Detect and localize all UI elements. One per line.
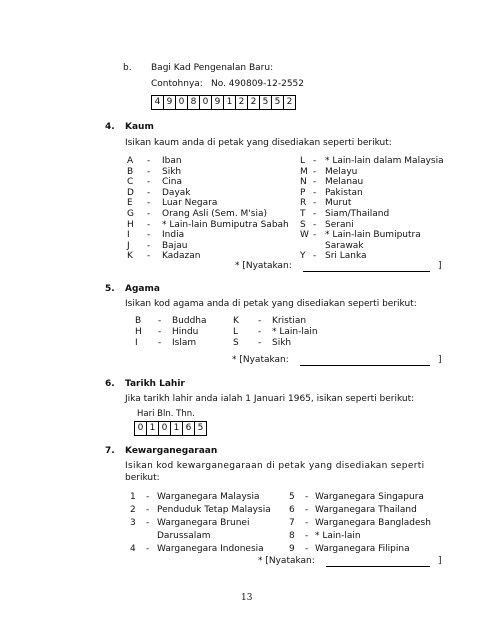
ic-digit-box: 0 — [175, 95, 188, 110]
example-label: Contohnya: — [151, 79, 203, 89]
section-4-title: Kaum — [125, 122, 154, 132]
warga-left-item-label: Warganegara Malaysia — [157, 492, 260, 502]
warga-right-item-dash: - — [305, 505, 309, 515]
section-4-nyatakan-line[interactable] — [303, 271, 430, 272]
section-4-nyatakan-label: * [Nyatakan: — [235, 261, 292, 271]
warga-left-item-code: 1 — [130, 492, 136, 502]
kaum-left-item-dash: - — [147, 230, 151, 241]
section-5-number: 5. — [105, 284, 115, 294]
kaum-right-item-code: W — [300, 230, 309, 241]
section-5-title: Agama — [125, 284, 160, 294]
agama-left-item-label: Hindu — [172, 326, 199, 337]
kaum-left-item-label: Dayak — [162, 187, 191, 198]
kaum-right-item-dash: - — [313, 187, 317, 198]
warga-right-item-label: Warganegara Singapura — [315, 492, 424, 502]
ic-digit-boxes — [152, 95, 296, 110]
kaum-right-item-label: Melanau — [325, 177, 364, 188]
kaum-right-item-code: S — [300, 219, 306, 230]
agama-right-item-dash: - — [258, 337, 262, 348]
section-6-title: Tarikh Lahir — [125, 379, 185, 389]
date-digit-box: 5 — [194, 421, 207, 436]
agama-left-item-label: Islam — [172, 337, 197, 348]
kaum-left-item-code: A — [127, 156, 134, 166]
kaum-right-item-label: * Lain-lain Bumiputra — [325, 230, 421, 241]
kaum-right-item-label: Siam/Thailand — [325, 209, 390, 219]
warga-right-item-dash: - — [305, 518, 309, 528]
section-7-number: 7. — [105, 446, 115, 456]
kaum-left-item-label: Bajau — [162, 240, 188, 251]
kaum-left-item-dash: - — [147, 219, 151, 230]
section-5-nyatakan-close: ] — [438, 355, 442, 365]
agama-left-item-code: B — [135, 316, 142, 326]
ic-digit-box: 2 — [283, 95, 296, 110]
agama-right-item-code: S — [233, 337, 239, 348]
kaum-left-item-code: G — [127, 209, 134, 219]
kaum-left-item-dash: - — [147, 251, 151, 262]
date-digit-box: 1 — [146, 421, 159, 436]
warga-left-item-dash: - — [146, 518, 150, 528]
agama-right-item-code: L — [233, 326, 239, 337]
kaum-right-item-label: * Lain-lain dalam Malaysia — [325, 156, 444, 166]
kaum-left-item-code: J — [127, 240, 130, 251]
kaum-right-item-label: Melayu — [325, 166, 358, 177]
agama-left-item-dash: - — [158, 337, 162, 348]
kaum-left-item-label: Orang Asli (Sem. M'sia) — [162, 209, 267, 219]
date-box-headers: Hari Bln. Thn. — [137, 409, 195, 419]
section-5-nyatakan-line[interactable] — [300, 365, 430, 366]
ic-digit-box: 5 — [259, 95, 272, 110]
warga-right-item-code: 5 — [289, 492, 295, 502]
kaum-left-item-dash: - — [147, 198, 151, 209]
warga-left-item-dash: - — [146, 544, 150, 554]
ic-digit-box: 2 — [247, 95, 260, 110]
warga-left-item-dash: - — [146, 492, 150, 502]
kaum-left-item-label: Cina — [162, 177, 183, 188]
example-value: No. 490809-12-2552 — [211, 79, 305, 89]
section-7-instruction-line2: berikut: — [125, 473, 160, 483]
section-b-title: Bagi Kad Pengenalan Baru: — [151, 63, 274, 73]
kaum-left-item-code: C — [127, 177, 134, 188]
kaum-right-item-label: Serani — [325, 219, 354, 230]
ic-digit-box: 9 — [211, 95, 224, 110]
kaum-left-item-dash: - — [147, 177, 151, 188]
kaum-right-item-dash: - — [313, 177, 317, 188]
section-b-letter: b. — [123, 63, 132, 73]
ic-digit-box: 8 — [187, 95, 200, 110]
agama-right-item-label: Sikh — [272, 337, 292, 348]
agama-right-item-label: Kristian — [272, 316, 307, 326]
kaum-left-item-label: Sikh — [162, 166, 182, 177]
kaum-left-item-code: E — [127, 198, 133, 209]
date-digit-box: 0 — [158, 421, 171, 436]
warga-right-item-label: * Lain-lain — [315, 531, 361, 541]
warga-left-item-label: Darussalam — [157, 531, 211, 541]
kaum-left-item-code: I — [127, 230, 130, 241]
ic-digit-box: 9 — [163, 95, 176, 110]
agama-right-item-code: K — [233, 316, 239, 326]
warga-right-item-code: 6 — [289, 505, 295, 515]
section-5-nyatakan-label: * [Nyatakan: — [232, 355, 289, 365]
warga-right-item-dash: - — [305, 492, 309, 502]
warga-left-item-label: Penduduk Tetap Malaysia — [157, 505, 271, 515]
section-7-title: Kewarganegaraan — [125, 446, 218, 456]
date-digit-box: 6 — [182, 421, 195, 436]
warga-right-item-label: Warganegara Bangladesh — [315, 518, 431, 528]
date-digit-box: 1 — [170, 421, 183, 436]
kaum-right-item-dash: - — [313, 209, 317, 219]
warga-left-item-code: 3 — [130, 518, 136, 528]
section-4-number: 4. — [105, 122, 115, 132]
kaum-right-item-dash: - — [313, 156, 317, 166]
agama-left-item-code: I — [135, 337, 138, 348]
section-7-nyatakan-close: ] — [438, 556, 442, 566]
agama-right-item-label: * Lain-lain — [272, 326, 318, 337]
kaum-left-item-label: Luar Negara — [162, 198, 218, 209]
warga-right-item-label: Warganegara Thailand — [315, 505, 417, 515]
kaum-left-item-label: Kadazan — [162, 251, 201, 262]
kaum-left-item-code: H — [127, 219, 134, 230]
kaum-right-item-dash: - — [313, 166, 317, 177]
kaum-right-item-dash: - — [313, 230, 317, 241]
kaum-left-item-code: B — [127, 166, 134, 177]
kaum-left-item-label: * Lain-lain Bumiputra Sabah — [162, 219, 289, 230]
date-digit-box: 0 — [134, 421, 147, 436]
agama-left-item-label: Buddha — [172, 316, 207, 326]
kaum-right-item-dash: - — [313, 198, 317, 209]
agama-left-item-code: H — [135, 326, 142, 337]
warga-left-item-dash: - — [146, 505, 150, 515]
ic-digit-box: 2 — [235, 95, 248, 110]
warga-left-item-code: 4 — [130, 544, 136, 554]
warga-left-item-code: 2 — [130, 505, 136, 515]
agama-right-item-dash: - — [258, 326, 262, 337]
ic-digit-box: 0 — [199, 95, 212, 110]
kaum-left-item-dash: - — [147, 209, 151, 219]
kaum-left-item-dash: - — [147, 187, 151, 198]
kaum-left-item-dash: - — [147, 156, 151, 166]
kaum-left-item-label: Iban — [162, 156, 182, 166]
warga-right-item-dash: - — [305, 531, 309, 541]
kaum-right-item-code: M — [300, 166, 308, 177]
section-7-nyatakan-line[interactable] — [326, 566, 430, 567]
kaum-right-item-dash: - — [313, 219, 317, 230]
kaum-right-item-code: P — [300, 187, 306, 198]
section-6-number: 6. — [105, 379, 115, 389]
section-4-nyatakan-close: ] — [438, 261, 442, 271]
kaum-left-item-label: India — [162, 230, 185, 241]
kaum-left-item-dash: - — [147, 166, 151, 177]
kaum-right-item-label: Murut — [325, 198, 352, 209]
agama-left-item-dash: - — [158, 316, 162, 326]
kaum-right-item-code: L — [300, 156, 306, 166]
warga-right-item-code: 8 — [289, 531, 295, 541]
agama-left-item-dash: - — [158, 326, 162, 337]
kaum-right-item-code: T — [300, 209, 306, 219]
section-5-instruction: Isikan kod agama anda di petak yang disediakan seperti berikut: — [125, 299, 417, 309]
kaum-right-item-code: N — [300, 177, 307, 188]
kaum-right-item-code: Y — [300, 251, 306, 262]
warga-right-item-label: Warganegara Filipina — [315, 544, 410, 554]
kaum-left-item-code: D — [127, 187, 134, 198]
page-number: 13 — [241, 593, 253, 603]
agama-right-item-dash: - — [258, 316, 262, 326]
section-4-instruction: Isikan kaum anda di petak yang disediakan seperti berikut: — [125, 138, 392, 148]
kaum-right-item-label: Sri Lanka — [325, 251, 367, 262]
warga-left-item-label: Warganegara Indonesia — [157, 544, 264, 554]
ic-digit-box: 5 — [271, 95, 284, 110]
kaum-right-item-code: R — [300, 198, 307, 209]
kaum-right-item-label: Pakistan — [325, 187, 363, 198]
kaum-right-item-label: Sarawak — [325, 240, 364, 251]
section-6-instruction: Jika tarikh lahir anda ialah 1 Januari 1965, isikan seperti berikut: — [125, 394, 415, 404]
warga-right-item-dash: - — [305, 544, 309, 554]
ic-digit-box: 1 — [223, 95, 236, 110]
warga-left-item-label: Warganegara Brunei — [157, 518, 250, 528]
kaum-left-item-code: K — [127, 251, 133, 262]
kaum-right-item-dash: - — [313, 251, 317, 262]
date-digit-boxes — [135, 421, 207, 436]
warga-right-item-code: 7 — [289, 518, 295, 528]
ic-digit-box: 4 — [151, 95, 164, 110]
kaum-left-item-dash: - — [147, 240, 151, 251]
section-7-instruction-line1: Isikan kod kewarganegaraan di petak yang disediakan seperti — [125, 461, 425, 471]
section-7-nyatakan-label: * [Nyatakan: — [258, 556, 315, 566]
warga-right-item-code: 9 — [289, 544, 295, 554]
